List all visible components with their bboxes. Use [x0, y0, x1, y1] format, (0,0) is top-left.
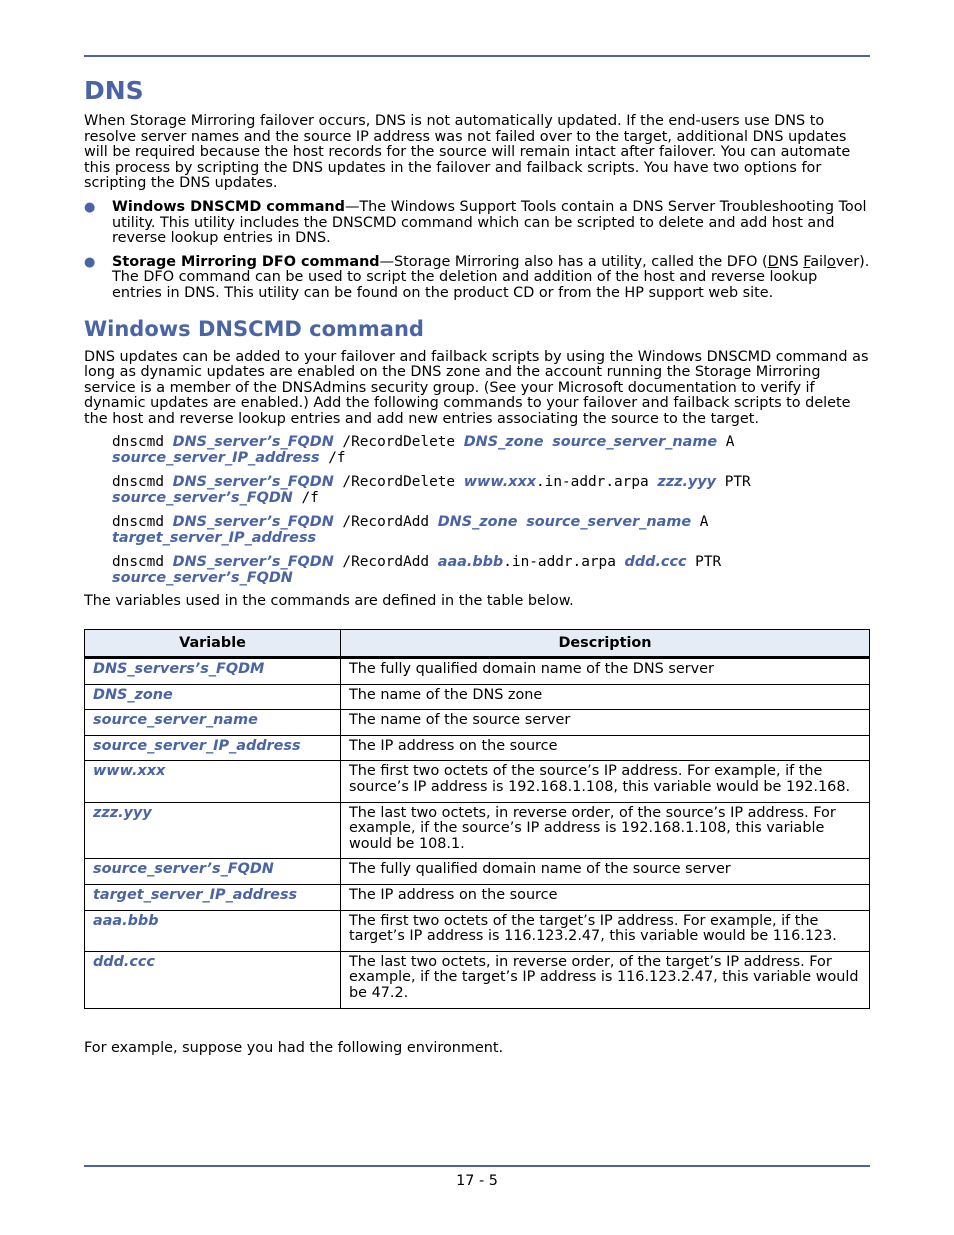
description-cell: The IP address on the source — [341, 885, 870, 911]
variable-cell: target_server_IP_address — [85, 885, 341, 911]
description-cell: The first two octets of the source’s IP address. For example, if the source’s IP address is 192.168.1.108, this variable would be 192.168. — [341, 761, 870, 802]
variable-cell: source_server_IP_address — [85, 735, 341, 761]
variable-cell: source_server’s_FQDN — [85, 859, 341, 885]
variable-cell: DNS_servers’s_FQDM — [85, 658, 341, 685]
variable-cell: ddd.ccc — [85, 951, 341, 1008]
bullet-text: ver). The DFO command can be used to script the deletion and addition of the host and reverse lookup entries in DNS. This utility can be found on the product CD or from the HP support web site. — [112, 253, 870, 301]
table-row — [85, 735, 870, 761]
table-row — [85, 885, 870, 911]
description-cell: The first two octets of the target’s IP address. For example, if the target’s IP address is 116.123.2.47, this variable would be 116.123. — [341, 910, 870, 951]
table-row — [85, 684, 870, 710]
section-paragraph: DNS updates can be added to your failover and failback scripts by using the Windows DNSCMD command as long as dynamic updates are enabled on the DNS zone and the account running the Storage Mirroring service is a member of the DNSAdmins security group. (See your Microsoft documentation to verify if dynamic updates are enabled.) Add the following commands to your failover and failback scripts to delete the host and reverse lookup entries and add new entries associating the source to the target. — [84, 348, 869, 427]
page-content — [84, 76, 870, 1056]
section-heading: Windows DNSCMD command — [84, 316, 424, 341]
variable-cell: www.xxx — [85, 761, 341, 802]
variable-cell: aaa.bbb — [85, 910, 341, 951]
variable-cell: source_server_name — [85, 710, 341, 736]
underlined-letter: F — [803, 253, 811, 270]
description-cell: The last two octets, in reverse order, of the target’s IP address. For example, if the target’s IP address is 116.123.2.47, this variable would be 47.2. — [341, 951, 870, 1008]
bullet-text: —The Windows Support Tools contain a DNS Server Troubleshooting Tool utility. This utility includes the DNSCMD command which can be scripted to delete and add host and reverse lookup entries in DNS. — [112, 198, 867, 247]
bullet-text: ail — [810, 253, 828, 270]
command-line: dnscmd DNS_server’s_FQDN /RecordAdd aaa.bbb.in-addr.arpa ddd.ccc PTR source_server’s_FQDN — [112, 553, 722, 586]
header-description: Description — [341, 630, 870, 658]
command-line: dnscmd DNS_server’s_FQDN /RecordDelete DNS_zone source_server_name A source_server_IP_address /f — [112, 433, 735, 466]
bullet-icon: ● — [84, 254, 96, 270]
table-row — [85, 761, 870, 802]
table-row — [85, 658, 870, 685]
page-title: DNS — [84, 76, 144, 105]
options-list — [84, 200, 870, 302]
variable-cell: DNS_zone — [85, 684, 341, 710]
bullet-title: Storage Mirroring DFO command — [112, 253, 380, 270]
description-cell: The name of the DNS zone — [341, 684, 870, 710]
header-variable: Variable — [85, 630, 341, 658]
bullet-icon: ● — [84, 199, 96, 215]
list-item — [84, 255, 870, 302]
table-intro: The variables used in the commands are defined in the table below. — [84, 592, 574, 609]
header-rule — [84, 55, 870, 57]
footer-rule — [84, 1165, 870, 1167]
intro-paragraph: When Storage Mirroring failover occurs, DNS is not automatically updated. If the end-users use DNS to resolve server names and the source IP address was not failed over to the target, additional DNS updates will be required because the host records for the source will remain intact after failover. You can automate this process by scripting the DNS updates in the failover and failback scripts. You have two options for scripting the DNS updates. — [84, 113, 851, 192]
list-item — [84, 200, 870, 247]
bullet-text: NS — [778, 253, 804, 270]
command-line: dnscmd DNS_server’s_FQDN /RecordAdd DNS_zone source_server_name A target_server_IP_address — [112, 513, 709, 546]
closing-paragraph: For example, suppose you had the following environment. — [84, 1039, 504, 1056]
bullet-text: —Storage Mirroring also has a utility, called the DFO ( — [379, 253, 768, 270]
underlined-letter: D — [767, 253, 779, 270]
description-cell: The IP address on the source — [341, 735, 870, 761]
description-cell: The fully qualified domain name of the source server — [341, 859, 870, 885]
description-cell: The fully qualified domain name of the DNS server — [341, 658, 870, 685]
page-number: 17 - 5 — [456, 1173, 498, 1189]
variable-cell: zzz.yyy — [85, 802, 341, 859]
table-row — [85, 802, 870, 859]
description-cell: The name of the source server — [341, 710, 870, 736]
underlined-letter: o — [827, 253, 836, 270]
table-header-row — [85, 630, 870, 658]
table-row — [85, 710, 870, 736]
description-cell: The last two octets, in reverse order, of the source’s IP address. For example, if the source’s IP address is 192.168.1.108, this variable would be 108.1. — [341, 802, 870, 859]
table-row — [85, 910, 870, 951]
variables-table — [84, 629, 870, 1009]
table-row — [85, 951, 870, 1008]
table-row — [85, 859, 870, 885]
command-line: dnscmd DNS_server’s_FQDN /RecordDelete www.xxx.in-addr.arpa zzz.yyy PTR source_server’s_FQDN /f — [112, 473, 751, 506]
bullet-title: Windows DNSCMD command — [112, 198, 345, 215]
